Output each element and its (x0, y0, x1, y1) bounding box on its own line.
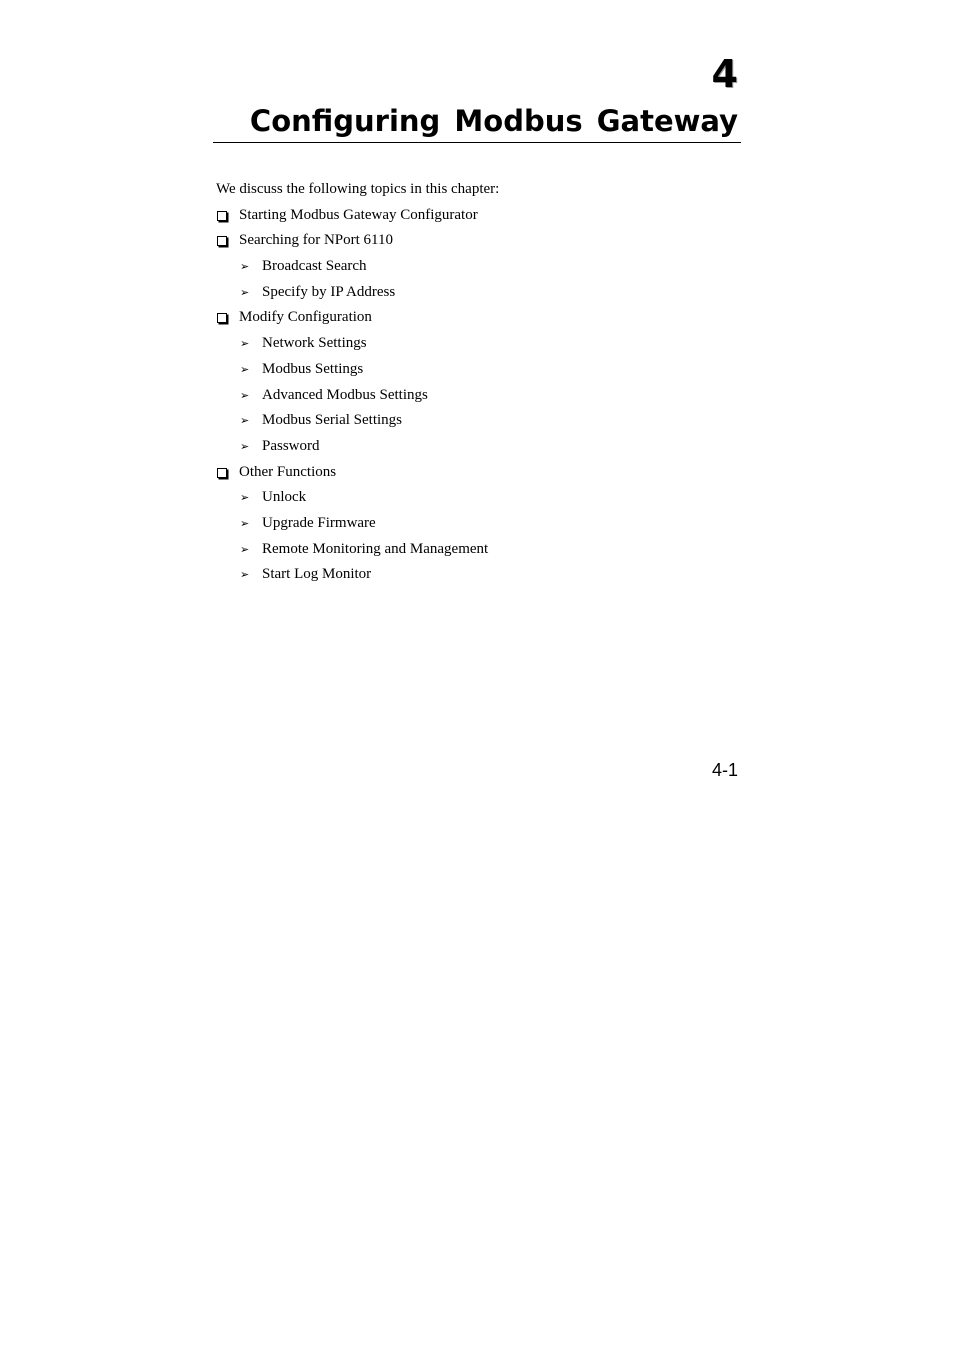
topic-item (216, 305, 736, 331)
subtopic-item (216, 434, 736, 460)
subtopic-label: Specify by IP Address (262, 283, 396, 300)
subtopic-label: Start Log Monitor (262, 566, 372, 583)
subtopic-label: Advanced Modbus Settings (262, 386, 428, 403)
subtopic-label: Network Settings (262, 335, 367, 352)
chapter-contents (216, 177, 736, 588)
subtopic-label: Unlock (262, 489, 307, 506)
topic-label: Starting Modbus Gateway Configurator (239, 206, 478, 223)
subtopic-label: Password (262, 437, 320, 454)
topic-item (216, 203, 736, 229)
subtopic-item (216, 383, 736, 409)
subtopic-item (216, 254, 736, 280)
subtopic-label: Broadcast Search (262, 258, 367, 275)
subtopic-label: Upgrade Firmware (262, 514, 376, 531)
arrowhead-icon: ➢ (240, 516, 250, 530)
subtopic-item (216, 331, 736, 357)
arrowhead-icon: ➢ (240, 388, 250, 402)
topic-label: Searching for NPort 6110 (239, 232, 393, 249)
subtopic-item (216, 537, 736, 563)
arrowhead-icon: ➢ (240, 285, 250, 299)
checkbox-icon (217, 211, 227, 221)
arrowhead-icon: ➢ (240, 337, 250, 351)
topic-label: Other Functions (239, 463, 337, 480)
arrowhead-icon: ➢ (240, 362, 250, 376)
subtopic-item (216, 562, 736, 588)
arrowhead-icon: ➢ (240, 568, 250, 582)
subtopic-label: Modbus Serial Settings (262, 412, 403, 429)
chapter-number: 4 (711, 52, 738, 96)
arrowhead-icon: ➢ (240, 414, 250, 428)
page-number: 4-1 (711, 760, 738, 780)
intro-text: We discuss the following topics in this chapter: (216, 181, 500, 197)
subtopic-label: Modbus Settings (262, 360, 364, 377)
title-rule (213, 142, 741, 143)
subtopic-item (216, 408, 736, 434)
subtopic-item (216, 485, 736, 511)
arrowhead-icon: ➢ (240, 542, 250, 556)
topic-item (216, 460, 736, 486)
chapter-title: Configuring Modbus Gateway (249, 104, 738, 138)
arrowhead-icon: ➢ (240, 439, 250, 453)
checkbox-icon (217, 236, 227, 246)
topic-label: Modify Configuration (239, 309, 372, 326)
topic-item (216, 228, 736, 254)
arrowhead-icon: ➢ (240, 260, 250, 274)
checkbox-icon (217, 468, 227, 478)
subtopic-label: Remote Monitoring and Management (262, 540, 489, 557)
checkbox-icon (217, 313, 227, 323)
subtopic-item (216, 511, 736, 537)
arrowhead-icon: ➢ (240, 491, 250, 505)
subtopic-item (216, 280, 736, 306)
subtopic-item (216, 357, 736, 383)
